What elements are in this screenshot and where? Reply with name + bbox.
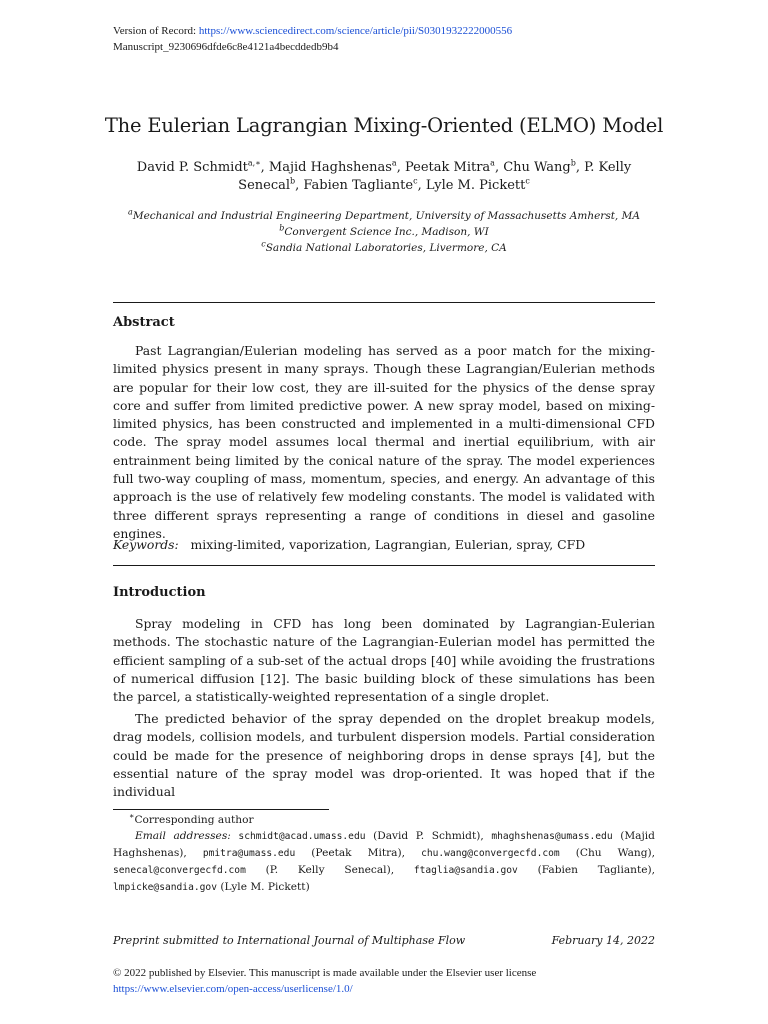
affiliation — [113, 240, 655, 256]
author-name: Lyle M. Pickett — [425, 178, 526, 193]
email-owner: (Fabien Tagliante), — [537, 864, 656, 876]
author-list: David P. Schmidt$^{a,∗}$, Majid Haghshenas$^a$, Peetak Mitra$^a$, Chu Wang$^b$, P. Kelly Senecal$^b$, Fabien Tagliante$^c$, Lyle M. Pickett$^c$ — [136, 158, 632, 193]
email-link[interactable]: lmpicke@sandia.gov — [113, 882, 217, 893]
preprint-journal: Preprint submitted to International Journal of Multiphase Flow — [113, 934, 466, 947]
email-link[interactable]: ftaglia@sandia.gov — [413, 865, 518, 876]
preprint-date: February 14, 2022 — [551, 934, 655, 947]
affiliation-text: Convergent Science Inc., Madison, WI — [284, 226, 489, 238]
author-affil-mark: b — [570, 158, 576, 168]
author-affil-mark: c — [525, 176, 530, 186]
footnote-text: Corresponding author — [134, 814, 254, 826]
affiliation-mark: b — [279, 223, 285, 233]
divider — [113, 302, 655, 303]
license-link[interactable]: https://www.elsevier.com/open-access/userlicense/1.0/ — [113, 983, 353, 995]
introduction-heading: Introduction — [113, 585, 206, 600]
email-link[interactable]: schmidt@acad.umass.edu — [238, 831, 366, 842]
keywords-list: mixing-limited, vaporization, Lagrangian, Eulerian, spray, CFD — [190, 537, 586, 552]
affiliation-mark: c — [261, 239, 266, 249]
affiliation-text: Mechanical and Industrial Engineering Department, University of Massachusetts Amherst, MA — [132, 210, 640, 222]
introduction-paragraph: Spray modeling in CFD has long been dominated by Lagrangian-Eulerian methods. The stochastic nature of the Lagrangian-Eulerian model has permitted the efficient sampling of a sub-set of the actual drops [40] while avoiding the frustrations of numerical diffusion [12]. The basic building block of these simulations has been the parcel, a statistically-weighted representation of a single droplet. — [113, 616, 655, 705]
email-owner: (Majid Haghshenas), — [113, 830, 655, 859]
version-of-record-link[interactable]: https://www.sciencedirect.com/science/article/pii/S0301932222000556 — [198, 25, 513, 37]
email-link[interactable]: senecal@convergecfd.com — [113, 865, 246, 876]
author-affil-mark: a — [391, 158, 397, 168]
email-owner: (P. Kelly Senecal), — [265, 864, 395, 876]
preprint-line — [113, 934, 655, 947]
author-name: P. Kelly Senecal — [238, 160, 632, 193]
affiliation-mark: a — [128, 207, 133, 217]
paper-title: The Eulerian Lagrangian Mixing-Oriented (ELMO) Model — [104, 114, 664, 137]
manuscript-id: Manuscript_9230696dfde6c8e4121a4becddedb9b4 — [113, 41, 339, 53]
author-name: Fabien Tagliante — [303, 178, 414, 193]
version-of-record-line — [113, 24, 512, 38]
author-name: Peetak Mitra — [404, 160, 491, 175]
version-label: Version of Record: — [113, 25, 199, 37]
author-affil-mark: c — [413, 176, 418, 186]
email-owner: (Lyle M. Pickett) — [220, 881, 310, 893]
affiliation — [113, 208, 655, 224]
email-link[interactable]: pmitra@umass.edu — [202, 848, 296, 859]
author-name: Majid Haghshenas — [268, 160, 392, 175]
email-addresses — [113, 828, 655, 896]
corresponding-author-note — [113, 812, 655, 828]
email-link[interactable]: chu.wang@convergecfd.com — [421, 848, 560, 859]
author-name: Chu Wang — [503, 160, 571, 175]
footnote-rule — [113, 809, 329, 810]
divider — [113, 565, 655, 566]
email-label: Email addresses: — [135, 830, 231, 842]
keywords — [113, 536, 655, 554]
affiliation-text: Sandia National Laboratories, Livermore, CA — [265, 242, 507, 254]
email-owner: (Chu Wang), — [575, 847, 656, 859]
introduction-paragraph: The predicted behavior of the spray depended on the droplet breakup models, drag models, collision models, and turbulent dispersion models. Partial consideration could be made for the presence of neighboring drops in dense sprays [4], but the essential nature of the spray model was drop-oriented. It was hoped that if the individual — [113, 711, 655, 800]
email-link[interactable]: mhaghshenas@umass.edu — [491, 831, 613, 842]
author-affil-mark: a,∗ — [247, 158, 261, 168]
email-owner: (Peetak Mitra), — [311, 847, 406, 859]
keywords-label: Keywords: — [113, 537, 179, 552]
author-affil-mark: b — [290, 176, 296, 186]
author-affil-mark: a — [490, 158, 495, 168]
email-owner: (David P. Schmidt), — [373, 830, 484, 842]
abstract-heading: Abstract — [113, 315, 175, 330]
license-text: © 2022 published by Elsevier. This manuscript is made available under the Elsevier user license — [113, 967, 537, 979]
abstract-text: Past Lagrangian/Eulerian modeling has served as a poor match for the mixing-limited physics present in many sprays. Though these Lagrangian/Eulerian methods are popular for their low cost, they are ill-suited for the physics of the dense spray core and suffer from limited predictive power. A new spray model, based on mixing-limited physics, has been constructed and implemented in a multi-dimensional CFD code. The spray model assumes local thermal and inertial equilibrium, with air entrainment being limited by the conical nature of the spray. The model experiences full two-way coupling of mass, momentum, species, and energy. An advantage of this approach is the use of relatively few modeling constants. The model is validated with three different sprays representing a range of conditions in diesel and gasoline engines. — [113, 343, 655, 541]
author-name: David P. Schmidt — [136, 160, 248, 175]
footnote-mark: ∗ — [129, 811, 135, 821]
affiliation — [113, 224, 655, 240]
